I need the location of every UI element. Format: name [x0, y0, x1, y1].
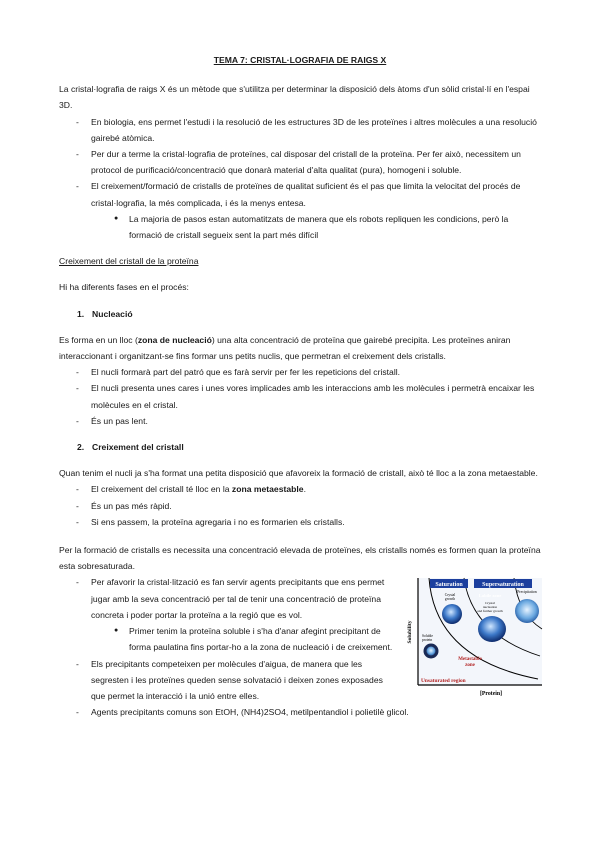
list-item: ● Primer tenim la proteïna soluble i s'ha d'anar afegint precipitant de forma paulatina fins portar-ho a la zona de nucleació i de creixement. [96, 623, 397, 655]
list-item: - Agents precipitants comuns son EtOH, (NH4)2SO4, metilpentandiol i polietilè glicol. [59, 704, 541, 720]
phase2-number: 2. [77, 442, 85, 453]
phase1-heading [59, 306, 541, 322]
supersaturation-label: Supersaturation [482, 582, 524, 589]
phase1-text-b: ) una alta concentració de proteïna que gairebé precipita. Les proteïnes aniran interaccionant i organitzant-se fins formar uns petits nuclis, que permetran el creixement dels cristalls. [59, 334, 511, 362]
final-sublist [96, 623, 397, 655]
crystal-nucleation-label-2: nucleation [482, 605, 498, 610]
list-item: - Si ens passem, la proteïna agregaria i no es formarien els cristalls. [59, 514, 541, 530]
final-section [59, 574, 541, 704]
phase2-item1-a: El creixement del cristall té lloc en la [91, 484, 232, 495]
phase-diagram [402, 574, 546, 698]
phase2-item1-bold: zona metaestable [231, 484, 304, 495]
crystal-nucleation-image [478, 616, 506, 642]
saturation-label: Saturation [435, 582, 463, 589]
intro-list [59, 114, 541, 211]
phase2-list [59, 481, 541, 530]
intro-paragraph: La cristal·lografia de raigs X és un mètode que s'utilitza per determinar la disposició dels àtoms d'un sòlid cristal·lí en l'espai 3D. [59, 84, 530, 111]
final-text-column [59, 574, 397, 704]
crystal-growth-label-2: growth [444, 597, 456, 602]
x-axis-label: [Protein] [479, 691, 503, 698]
phase2-paragraph: Quan tenim el nucli ja s'ha format una petita disposició que afavoreix la formació de cristall, això té lloc a la zona metaestable. [59, 468, 538, 479]
crystal-growth-image [442, 604, 462, 624]
phase-diagram-figure [402, 574, 546, 698]
phase1-title: Nucleació [92, 308, 133, 319]
list-item: - El creixement/formació de cristalls de proteïnes de qualitat suficient és el pas que limita la velocitat del procés de cristal·lografia, la més complicada, i és la menys entesa. [59, 178, 541, 210]
phase1-paragraph [59, 332, 541, 364]
phase1-number: 1. [77, 308, 85, 319]
precipitation-label: Precipitation [517, 590, 537, 595]
crystal-growth-label-1: Crystal [444, 593, 456, 598]
crystal-nucleation-label-3: and further growth [477, 609, 503, 614]
list-item: - Per afavorir la cristal·lització es fan servir agents precipitants que ens permet jugar amb la seva concentració per tal de tenir una concentració de proteïna concreta i poder portar la proteïna a la regió que es vol. [59, 574, 397, 623]
phase1-list [59, 364, 541, 429]
intro-sublist [96, 211, 541, 243]
y-axis-label: Solubility [407, 620, 413, 644]
soluble-protein-label-2: protein [422, 638, 433, 643]
list-item: - El nucli formarà part del patró que es farà servir per fer les repeticions del cristall. [59, 364, 541, 380]
list-item: - Per dur a terme la cristal·lografia de proteïnes, cal disposar del cristall de la proteïna. Per fer això, necessitem un protocol de purificació/concentració que donarà material d'alta qualitat (pura), homogeni i soluble. [59, 146, 541, 178]
list-item: - Els precipitants competeixen per molècules d'aigua, de manera que les segresten i les proteïnes queden sense solvatació i deixen zones exposades que permet la interacció i la unió entre elles. [59, 656, 397, 705]
final-list-3 [59, 704, 541, 720]
crystal-nucleation-label-1: Crystal [485, 601, 495, 606]
list-item: - És un pas més ràpid. [59, 498, 541, 514]
soluble-protein-label-1: Soluble [422, 634, 433, 639]
list-item [59, 481, 541, 497]
section-heading: Creixement del cristall de la proteïna [59, 256, 199, 267]
phase2-heading [59, 439, 541, 455]
unsaturated-region-label: Unsaturated region [421, 678, 466, 685]
list-item: - En biologia, ens permet l'estudi i la resolució de les estructures 3D de les proteïnes i altres molècules a una resolució gairebé atòmica. [59, 114, 541, 146]
phase2-item1-b: . [303, 484, 306, 495]
list-item: - És un pas lent. [59, 413, 541, 429]
final-list [59, 574, 397, 623]
metastable-zone-label-1: Metastable [458, 657, 482, 663]
final-list-2 [59, 656, 397, 705]
precipitation-image [515, 599, 539, 623]
labile-zone-label: Labile zone [478, 593, 502, 599]
final-paragraph: Per la formació de cristalls es necessita una concentració elevada de proteïnes, els cristalls només es formen quan la proteïna esta sobresaturada. [59, 545, 541, 572]
phase1-text-a: Es forma en un lloc ( [59, 334, 138, 345]
list-item: ● La majoria de pasos estan automatitzats de manera que els robots repliquen les condicions, però la formació de cristall segueix sent la part més difícil [96, 211, 541, 243]
phase1-text-bold: zona de nucleació [137, 334, 212, 345]
soluble-protein-image-inner [427, 647, 436, 656]
metastable-zone-label-2: zone [465, 663, 475, 669]
phase2-title: Creixement del cristall [92, 442, 184, 453]
section-intro: Hi ha diferents fases en el procés: [59, 282, 189, 293]
list-item: - El nucli presenta unes cares i unes vores implicades amb les interaccions amb les molècules i permetrà encaixar les molècules en el cristal. [59, 380, 541, 412]
page-title: TEMA 7: CRISTAL·LOGRAFIA DE RAIGS X [213, 55, 387, 65]
document-page [59, 52, 541, 720]
